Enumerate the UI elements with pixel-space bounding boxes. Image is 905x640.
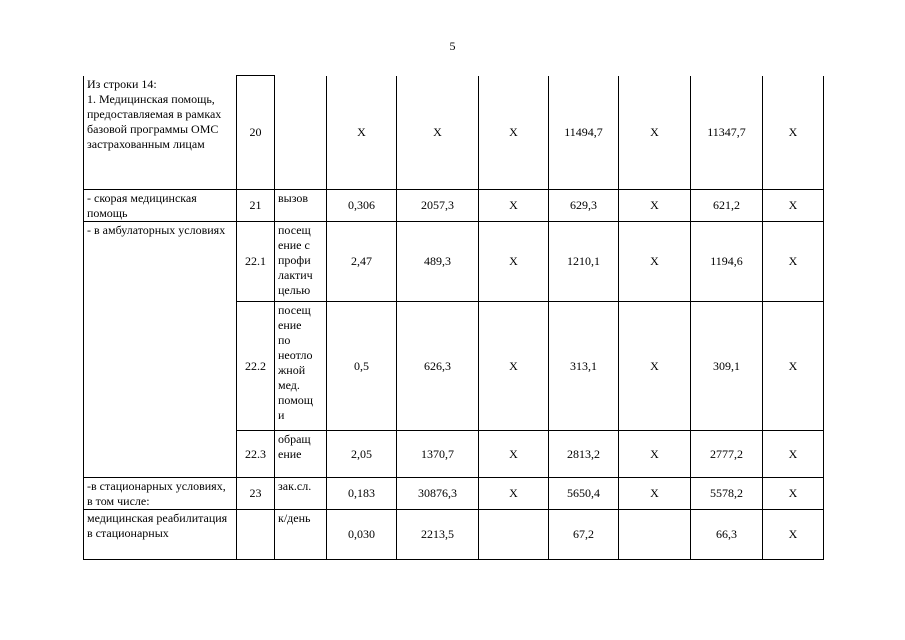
unit-cell: обращ ение bbox=[275, 431, 327, 478]
value-cell: 313,1 bbox=[549, 302, 619, 431]
row-code-cell: 20 bbox=[237, 76, 275, 190]
row-code-cell: 22.3 bbox=[237, 431, 275, 478]
table-row bbox=[84, 510, 824, 560]
row-name-cell: Из строки 14: 1. Медицинская помощь, предоставляемая в рамках базовой программы ОМС застрахованным лицам bbox=[84, 76, 237, 190]
value-cell bbox=[479, 510, 549, 560]
row-name-cell: - скорая медицинская помощь bbox=[84, 190, 237, 222]
value-cell: 30876,3 bbox=[397, 478, 479, 510]
value-cell: Х bbox=[763, 76, 824, 190]
unit-cell bbox=[275, 76, 327, 190]
value-cell: 0,183 bbox=[327, 478, 397, 510]
unit-cell: к/день bbox=[275, 510, 327, 560]
value-cell: Х bbox=[763, 222, 824, 302]
row-code-cell: 23 bbox=[237, 478, 275, 510]
page-number: 5 bbox=[449, 39, 456, 53]
value-cell: Х bbox=[763, 190, 824, 222]
value-cell: 0,030 bbox=[327, 510, 397, 560]
unit-cell: посещ ение по неотло жной мед. помощ и bbox=[275, 302, 327, 431]
unit-cell: зак.сл. bbox=[275, 478, 327, 510]
row-code-cell: 22.1 bbox=[237, 222, 275, 302]
table-row bbox=[84, 478, 824, 510]
row-name-cell: - в амбулаторных условиях bbox=[84, 222, 237, 478]
value-cell bbox=[619, 510, 691, 560]
value-cell: 2813,2 bbox=[549, 431, 619, 478]
value-cell: 66,3 bbox=[691, 510, 763, 560]
unit-cell: посещ ение с профи лактич целью bbox=[275, 222, 327, 302]
value-cell: 2213,5 bbox=[397, 510, 479, 560]
value-cell: Х bbox=[479, 76, 549, 190]
row-code-cell: 21 bbox=[237, 190, 275, 222]
value-cell: 2,05 bbox=[327, 431, 397, 478]
value-cell: 5578,2 bbox=[691, 478, 763, 510]
data-table bbox=[83, 75, 824, 560]
value-cell: 629,3 bbox=[549, 190, 619, 222]
value-cell: 626,3 bbox=[397, 302, 479, 431]
table-row bbox=[84, 190, 824, 222]
value-cell: Х bbox=[327, 76, 397, 190]
value-cell: 1370,7 bbox=[397, 431, 479, 478]
value-cell: 2777,2 bbox=[691, 431, 763, 478]
value-cell: Х bbox=[479, 190, 549, 222]
value-cell: Х bbox=[479, 302, 549, 431]
value-cell: Х bbox=[619, 76, 691, 190]
value-cell: Х bbox=[619, 302, 691, 431]
value-cell: 5650,4 bbox=[549, 478, 619, 510]
value-cell: Х bbox=[479, 478, 549, 510]
value-cell: Х bbox=[619, 478, 691, 510]
value-cell: Х bbox=[763, 302, 824, 431]
value-cell: Х bbox=[619, 222, 691, 302]
row-code-cell: 22.2 bbox=[237, 302, 275, 431]
value-cell: Х bbox=[619, 190, 691, 222]
row-code-cell bbox=[237, 510, 275, 560]
value-cell: Х bbox=[763, 510, 824, 560]
value-cell: 1210,1 bbox=[549, 222, 619, 302]
value-cell: Х bbox=[479, 222, 549, 302]
table-row bbox=[84, 222, 824, 302]
value-cell: 309,1 bbox=[691, 302, 763, 431]
value-cell: Х bbox=[763, 478, 824, 510]
value-cell: 11347,7 bbox=[691, 76, 763, 190]
value-cell: 1194,6 bbox=[691, 222, 763, 302]
value-cell: 11494,7 bbox=[549, 76, 619, 190]
value-cell: Х bbox=[619, 431, 691, 478]
value-cell: 0,5 bbox=[327, 302, 397, 431]
value-cell: Х bbox=[763, 431, 824, 478]
value-cell: 2,47 bbox=[327, 222, 397, 302]
unit-cell: вызов bbox=[275, 190, 327, 222]
table-row bbox=[84, 76, 824, 190]
value-cell: 621,2 bbox=[691, 190, 763, 222]
value-cell: 0,306 bbox=[327, 190, 397, 222]
value-cell: 67,2 bbox=[549, 510, 619, 560]
value-cell: 2057,3 bbox=[397, 190, 479, 222]
value-cell: Х bbox=[397, 76, 479, 190]
row-name-cell: -в стационарных условиях, в том числе: bbox=[84, 478, 237, 510]
value-cell: Х bbox=[479, 431, 549, 478]
row-name-cell: медицинская реабилитация в стационарных bbox=[84, 510, 237, 560]
value-cell: 489,3 bbox=[397, 222, 479, 302]
